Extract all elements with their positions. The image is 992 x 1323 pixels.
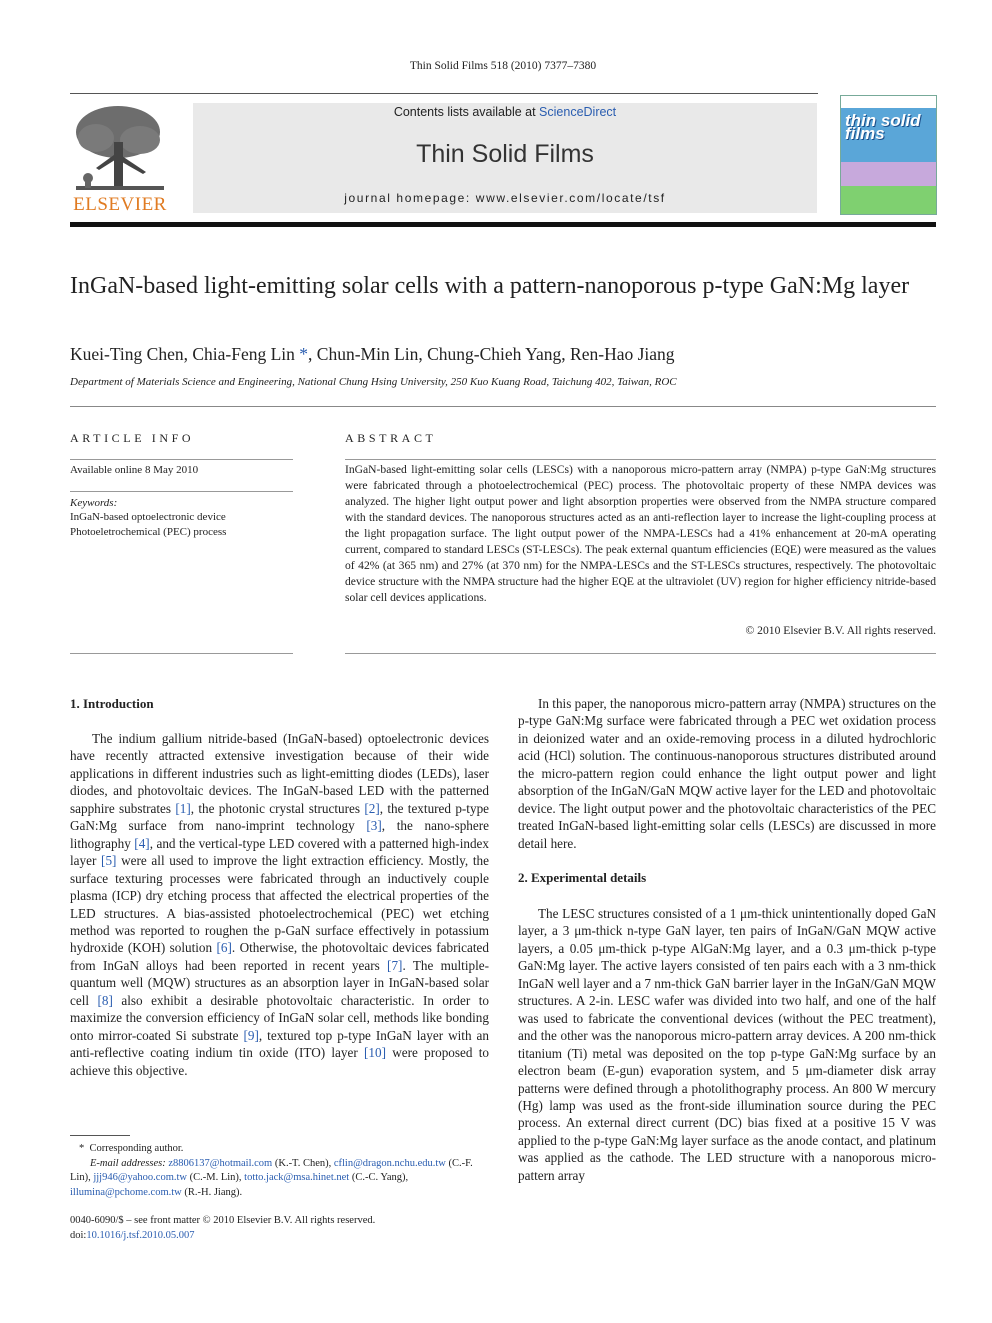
available-online: Available online 8 May 2010 — [70, 464, 199, 476]
journal-title: Thin Solid Films — [416, 140, 594, 168]
article-info-rule — [70, 459, 293, 460]
doi-link[interactable]: 10.1016/j.tsf.2010.05.007 — [86, 1229, 195, 1241]
contents-prefix: Contents lists available at — [393, 105, 540, 119]
affiliation: Department of Materials Science and Engineering, National Chung Hsing University, 250 Kuo Kuang Road, Taichung 402, Taiwan, ROC — [70, 376, 677, 388]
front-matter-info — [70, 1214, 489, 1243]
intro-text: also exhibit a desirable photovoltaic characteristic. In order to maximize the conversion efficiency of InGaN solar cell, methods like bonding onto mirror-coated Si substrate — [70, 992, 489, 1043]
cover-title: thin solid films — [845, 111, 921, 143]
corresponding-author-marker[interactable]: * — [294, 344, 309, 364]
citation-link[interactable]: [9] — [243, 1027, 259, 1043]
doi-line — [70, 1229, 489, 1244]
affiliation-rule — [70, 406, 936, 407]
abstract-text: InGaN-based light-emitting solar cells (LESCs) with a nanoporous micro-pattern array (NMPA) p-type GaN:Mg structures were fabricated through a photoelectrochemical (PEC) process. The photovoltaic property of these NMPA devices was analyzed. The higher light output power and light absorption properties were observed from the NMPA structure compared with the standard devices. The nanoporous structures acted as an anti-reflection layer to increase the light-coupling process at the light propagation surface. The light output power of the NMPA-LESCs had a 41% enhancement at 20-mA operating current, compared to standard LESCs (ST-LESCs). The peak external quantum efficiencies (EQE) were measured as the values of 42% (at 365 nm) and 27% (at 370 nm) for the NMPA-LESCs and the ST-LESCs structures, respectively. The photovoltaic device structure with the NMPA structure had the higher EQE at the ultraviolet (UV) region for higher efficiency nitride-based solar cell devices applications. — [345, 463, 936, 604]
email-owner: (R.-H. Jiang). — [181, 1186, 243, 1198]
abstract-caption: ABSTRACT — [345, 431, 437, 445]
experimental-heading: 2. Experimental details — [518, 870, 647, 885]
intro-text: , the photonic crystal structures — [190, 800, 365, 816]
issn-line: 0040-6090/$ – see front matter © 2010 Elsevier B.V. All rights reserved. — [70, 1215, 376, 1226]
header-thick-rule — [70, 222, 936, 227]
authors-first: Kuei-Ting Chen, Chia-Feng Lin — [70, 344, 295, 364]
journal-citation: Thin Solid Films 518 (2010) 7377–7380 — [409, 60, 597, 72]
corresponding-author-text: Corresponding author. — [89, 1143, 184, 1154]
citation-link[interactable]: [3] — [366, 818, 382, 834]
email-label: E-mail addresses: — [90, 1157, 166, 1169]
citation-link[interactable]: [7] — [387, 957, 403, 973]
citation-link[interactable]: [1] — [175, 800, 191, 816]
email-owner: (C.-C. Yang), — [349, 1172, 409, 1183]
intro-text: were all used to improve the light extraction efficiency. Mostly, the surface texturing processes were fabricated through an inductively couple plasma (ICP) dry etching process that affected the electrical properties of the LED structures. A bias-assisted photoelectrochemical (PEC) wet etching method was reported to roughen the p-GaN surface effectively in potassium hydroxide (KOH) solution — [70, 853, 489, 956]
abstract-copyright: © 2010 Elsevier B.V. All rights reserved. — [745, 624, 936, 637]
email-owner: (C.-M. Lin), — [187, 1172, 245, 1183]
footnote-rule — [70, 1135, 130, 1136]
intro-text: . The multiple-quantum well (MQW) structures as an absorption layer in InGaN-based solar cell — [70, 957, 489, 1008]
keyword-item: Photoeletrochemical (PEC) process — [70, 526, 227, 538]
article-info-rule — [70, 491, 293, 492]
citation-link[interactable]: [2] — [364, 800, 380, 816]
sciencedirect-link[interactable]: ScienceDirect — [539, 105, 617, 119]
intro-text: . Otherwise, the photovoltaic devices fabricated from InGaN alloys had been reported in recent years — [70, 940, 489, 973]
header-top-rule — [70, 93, 818, 94]
intro-text: , the nano-sphere lithography — [70, 818, 489, 851]
footnote-star: * — [79, 1143, 85, 1154]
citation-link[interactable]: [5] — [101, 853, 117, 869]
intro-text: , and the vertical-type LED covered with a patterned high-index layer — [70, 835, 489, 869]
abstract-rule — [345, 653, 936, 654]
email-owner: (K.-T. Chen), — [272, 1157, 334, 1169]
experimental-text: The LESC structures consisted of a 1 μm-thick unintentionally doped GaN layer, a 3 μm-thick n-type GaN layer, ten pairs of InGaN/GaN MQW active layers, a 0.05 μm-thick p-type AlGaN:Mg layer, and a 0.3 μm-thick p-type GaN:Mg layer. The active layers consisted of ten pairs each with a 3 nm-thick InGaN well layer and a 7 nm-thick GaN barrier layer in the InGaN/GaN MQW structures. A 2-in. LESC wafer was divided into two half, and one of the half was used to fabricate the conventional devices (without the PEC treatment), and the other was the nanoporous micro-pattern array devices. A 200 nm-thick titanium (Ti) metal was deposited on the top p-type GaN:Mg surface by an electron beam (E-gun) evaporation system, and 5 μm-diameter disk array patterns were defined through a photolithography process. An 800 W mercury (Hg) lamp was used as the front-side illumination source during the PEC process. An external direct current (DC) bias fixed at a positive 15 V was applied to the p-type GaN:Mg layer surface as the anode contact, and platinum was applied as the cathode. The LED structure with a nanoporous micro-pattern array — [518, 906, 936, 1183]
authors-rest: , Chun-Min Lin, Chung-Chieh Yang, Ren-Hao Jiang — [308, 344, 675, 364]
contents-availability — [193, 105, 817, 119]
citation-link[interactable]: [8] — [97, 992, 113, 1008]
intro-text: In this paper, the nanoporous micro-pattern array (NMPA) structures on the p-type GaN:Mg surface were fabricated through a PEC wet oxidation process in deionized water and an oxide-removing process in a diluted hydrochloric acid (HCl) solution. The continuous-nanoporous structures distributed around the micro-pattern region could enhance the light output power and light absorption of the InGaN/GaN MQW active layer for the LED and photovoltaic device. The light output power and the photovoltaic characteristics of the PEC treated InGaN-based light-emitting solar cells (LESCs) are discussed in more detail here. — [518, 696, 936, 851]
elsevier-wordmark: ELSEVIER — [73, 194, 167, 215]
citation-link[interactable]: [10] — [364, 1045, 386, 1061]
footnote-block — [70, 1142, 489, 1200]
email-link[interactable]: totto.jack@msa.hinet.net — [244, 1172, 350, 1183]
journal-homepage[interactable]: journal homepage: www.elsevier.com/locate/tsf — [344, 191, 666, 205]
email-link[interactable]: cflin@dragon.nchu.edu.tw — [333, 1157, 446, 1169]
email-owner: (C.-F. Lin), — [70, 1157, 473, 1183]
intro-text: , the textured p-type GaN:Mg surface from nano-imprint technology — [70, 800, 490, 834]
experimental-paragraph — [518, 905, 936, 1184]
email-link[interactable]: illumina@pchome.com.tw — [70, 1186, 182, 1198]
intro-text: The indium gallium nitride-based (InGaN-based) optoelectronic devices have recently attracted extensive investigation because of their wide applications in different industries such as light-emitting diodes (LEDs), laser diodes, and photovoltaic devices. The InGaN-based LED with the patterned sapphire substrates — [70, 731, 489, 816]
email-addresses — [70, 1157, 489, 1201]
author-list — [70, 344, 930, 365]
introduction-paragraph-continued — [518, 695, 936, 852]
doi-label: doi: — [70, 1229, 87, 1241]
introduction-paragraph — [70, 730, 489, 1079]
abstract-rule — [345, 459, 936, 460]
intro-text: were proposed to achieve this objective. — [70, 1045, 489, 1078]
keywords-label: Keywords: — [70, 497, 118, 509]
citation-link[interactable]: [4] — [134, 835, 150, 851]
corresponding-author-note — [70, 1142, 489, 1157]
journal-cover-thumbnail — [840, 95, 937, 215]
keyword-item: InGaN-based optoelectronic device — [70, 511, 226, 523]
paper-title: InGaN-based light-emitting solar cells with a pattern-nanoporous p-type GaN:Mg layer — [70, 273, 910, 299]
citation-link[interactable]: [6] — [216, 940, 232, 956]
email-link[interactable]: jjj946@yahoo.com.tw — [93, 1172, 187, 1183]
article-info-caption: ARTICLE INFO — [70, 431, 195, 445]
article-info-rule — [70, 653, 293, 654]
introduction-heading: 1. Introduction — [70, 696, 154, 711]
intro-text: , textured top p-type InGaN layer with an anti-reflective coating indium tin oxide (ITO) layer — [70, 1027, 489, 1061]
email-link[interactable]: z8806137@hotmail.com — [168, 1157, 273, 1169]
